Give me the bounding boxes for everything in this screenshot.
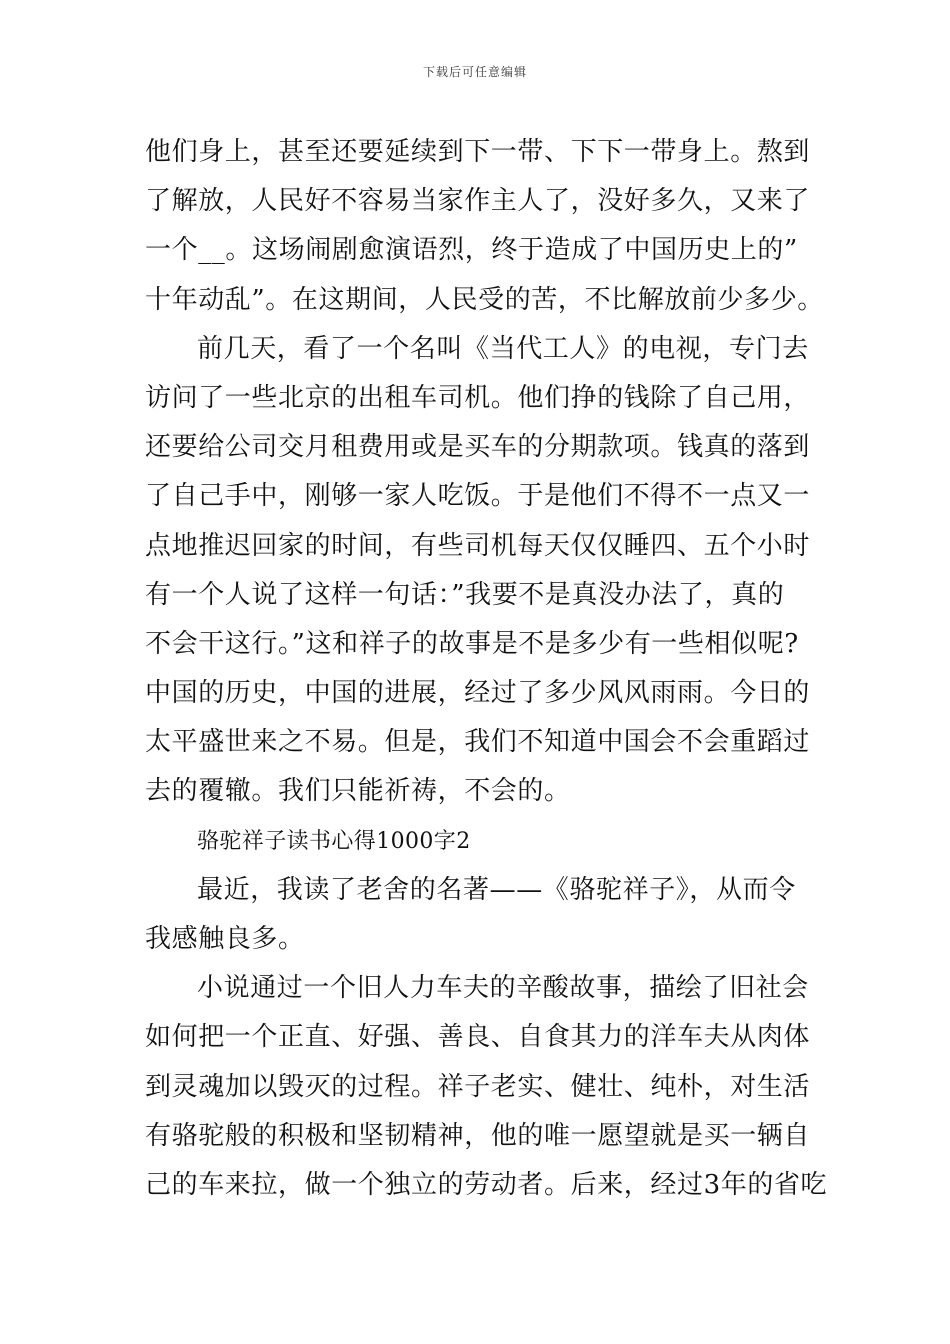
- text-line: 到灵魂加以毁灭的过程。祥子老实、健壮、纯朴，对生活: [145, 1071, 811, 1102]
- text-line: 有骆驼般的积极和坚韧精神，他的唯一愿望就是买一辆自: [145, 1120, 811, 1151]
- paragraph-start-line: 前几天，看了一个名叫《当代工人》的电视，专门去: [197, 333, 809, 364]
- text-line: 中国的历史，中国的进展，经过了多少风风雨雨。今日的: [145, 678, 811, 709]
- text-line: 访问了一些北京的出租车司机。他们挣的钱除了自己用，: [145, 382, 811, 413]
- paragraph-start-line: 最近，我读了老舍的名著——《骆驼祥子》，从而令: [197, 874, 796, 905]
- page-header: 下载后可任意编辑: [422, 65, 527, 79]
- section-heading: 骆驼祥子读书心得1000字2: [197, 828, 471, 854]
- paragraph-start-line: 小说通过一个旧人力车夫的辛酸故事，描绘了旧社会: [197, 973, 809, 1004]
- body-text: [145, 128, 828, 1210]
- text-line: 去的覆辙。我们只能祈祷，不会的。: [145, 776, 571, 807]
- text-line: 不会干这行。”这和祥子的故事是不是多少有一些相似呢?: [145, 628, 799, 659]
- text-line: 十年动乱”。在这期间，人民受的苦，不比解放前少多少。: [145, 284, 824, 315]
- text-line: 了解放，人民好不容易当家作主人了，没好多久，又来了: [145, 186, 811, 217]
- text-line: 如何把一个正直、好强、善良、自食其力的洋车夫从肉体: [145, 1022, 811, 1053]
- text-line: 他们身上，甚至还要延续到下一带、下下一带身上。熬到: [145, 137, 811, 167]
- text-line: 了自己手中，刚够一家人吃饭。于是他们不得不一点又一: [145, 481, 811, 512]
- text-line: 我感触良多。: [145, 924, 305, 954]
- text-line: 太平盛世来之不易。但是，我们不知道中国会不会重蹈过: [145, 727, 811, 758]
- text-line: 有一个人说了这样一句话：”我要不是真没办法了，真的: [145, 579, 785, 610]
- text-line: 点地推迟回家的时间，有些司机每天仅仅睡四、五个小时: [145, 530, 811, 561]
- text-line: 一个__。这场闹剧愈演语烈，终于造成了中国历史上的”: [145, 235, 798, 266]
- text-line: 还要给公司交月租费用或是买车的分期款项。钱真的落到: [145, 432, 811, 463]
- text-line: 己的车来拉，做一个独立的劳动者。后来，经过3年的省吃: [145, 1169, 828, 1200]
